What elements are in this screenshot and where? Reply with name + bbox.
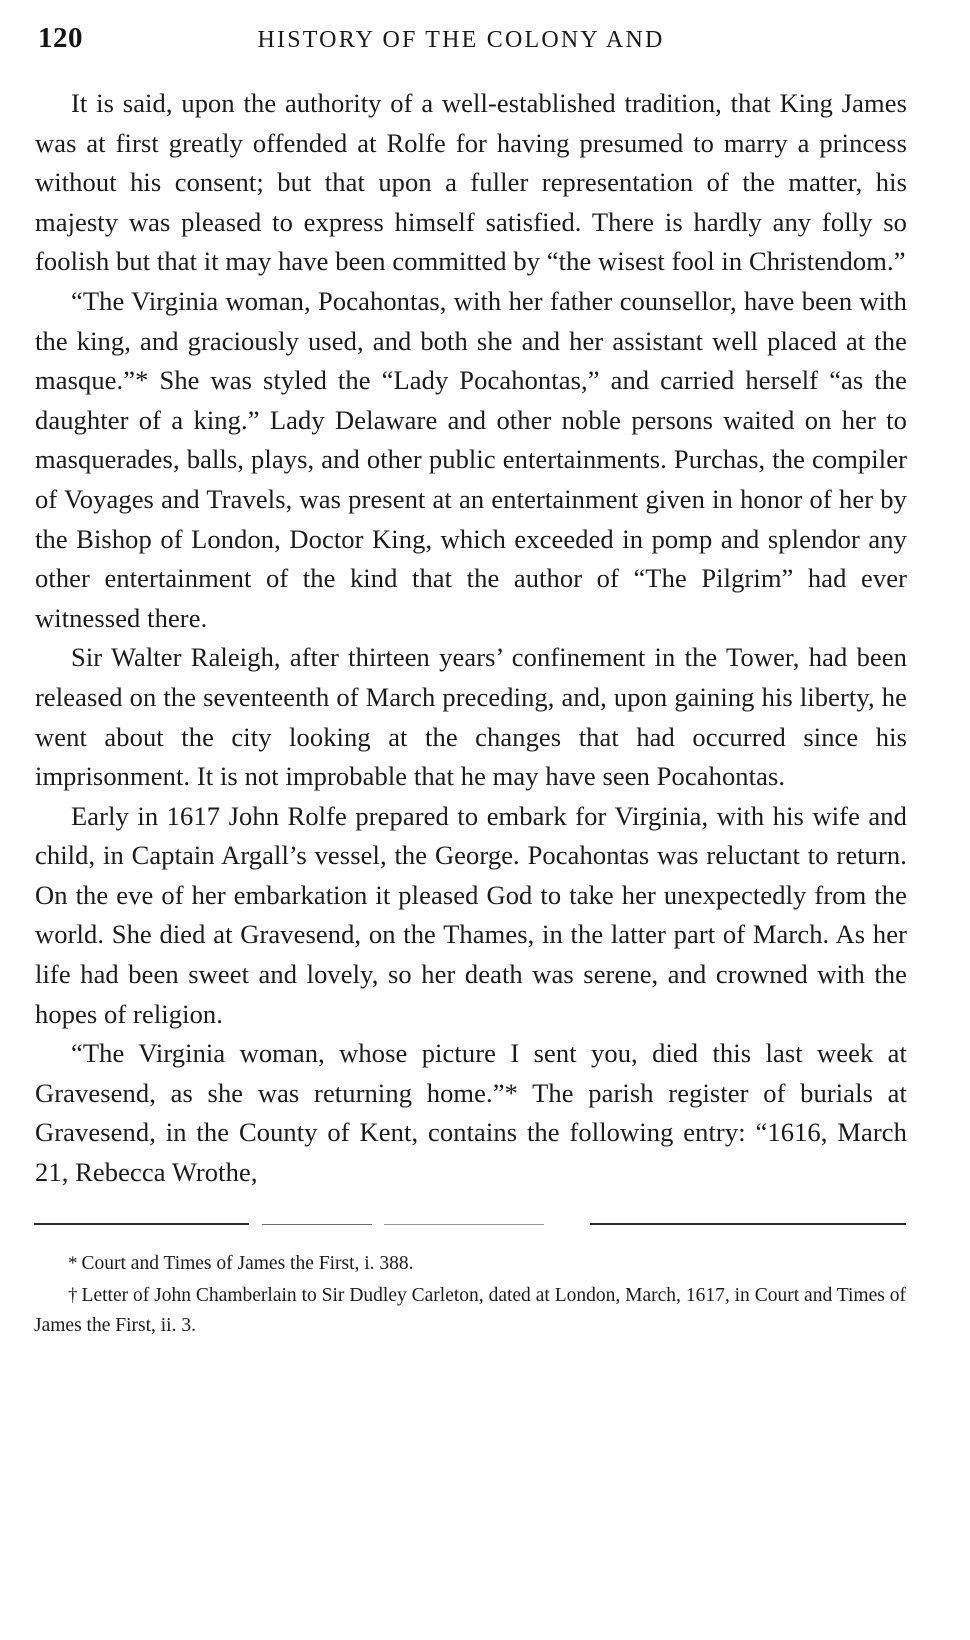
footnote-text: Letter of John Chamberlain to Sir Dudley Carleton, dated at London, March, 1617, in Court and Times of James the First, ii. 3. (34, 1284, 906, 1336)
page-header (32, 22, 908, 66)
footnote (34, 1249, 906, 1279)
divider-segment (34, 1223, 249, 1225)
footnote (34, 1281, 906, 1341)
divider-segment (590, 1223, 906, 1225)
paragraph: “The Virginia woman, Pocahontas, with her father counsellor, have been with the king, and graciously used, and both she and her assistant well placed at the masque.”* She was styled the “Lady Pocahontas,” and carried herself “as the daughter of a king.” Lady Delaware and other noble persons waited on her to masquerades, balls, plays, and other public entertainments. Purchas, the compiler of Voyages and Travels, was present at an entertainment given in honor of her by the Bishop of London, Doctor King, which exceeded in pomp and splendor any other entertainment of the kind that the author of “The Pilgrim” had ever witnessed there. (35, 285, 907, 633)
divider-segment (384, 1224, 544, 1225)
footnote-marker: * (68, 1252, 78, 1274)
footnotes (34, 1249, 906, 1341)
footnote-divider (34, 1219, 906, 1231)
footnote-text: Court and Times of James the First, i. 388. (81, 1252, 414, 1274)
divider-segment (262, 1224, 372, 1225)
footnote-marker: † (68, 1284, 78, 1306)
paragraph: Sir Walter Raleigh, after thirteen years’ confinement in the Tower, had been released on the seventeenth of March preceding, and, upon gaining his liberty, he went about the city looking at the changes that had occurred since his imprisonment. It is not improbable that he may have seen Pocahontas. (35, 642, 907, 792)
running-head: HISTORY OF THE COLONY AND (257, 27, 665, 53)
paragraph: Early in 1617 John Rolfe prepared to embark for Virginia, with his wife and child, in Captain Argall’s vessel, the George. Pocahontas was reluctant to return. On the eve of her embarkation it pleased God to take her unexpectedly from the world. She died at Gravesend, on the Thames, in the latter part of March. As her life had been sweet and lovely, so her death was serene, and crowned with the hopes of religion. (35, 800, 907, 1029)
paragraph: “The Virginia woman, whose picture I sent you, died this last week at Gravesend, as she was returning home.”* The parish register of burials at Gravesend, in the County of Kent, contains the following entry: “1616, March 21, Rebecca Wrothe, (35, 1038, 907, 1188)
page-number: 120 (38, 22, 83, 54)
body-text (33, 84, 907, 1193)
paragraph: It is said, upon the authority of a well-established tradition, that King James was at first greatly offended at Rolfe for having presumed to marry a princess without his consent; but that upon a fuller representation of the matter, his majesty was pleased to express himself satisfied. There is hardly any folly so foolish but that it may have been committed by “the wisest fool in Christendom.” (35, 88, 907, 277)
